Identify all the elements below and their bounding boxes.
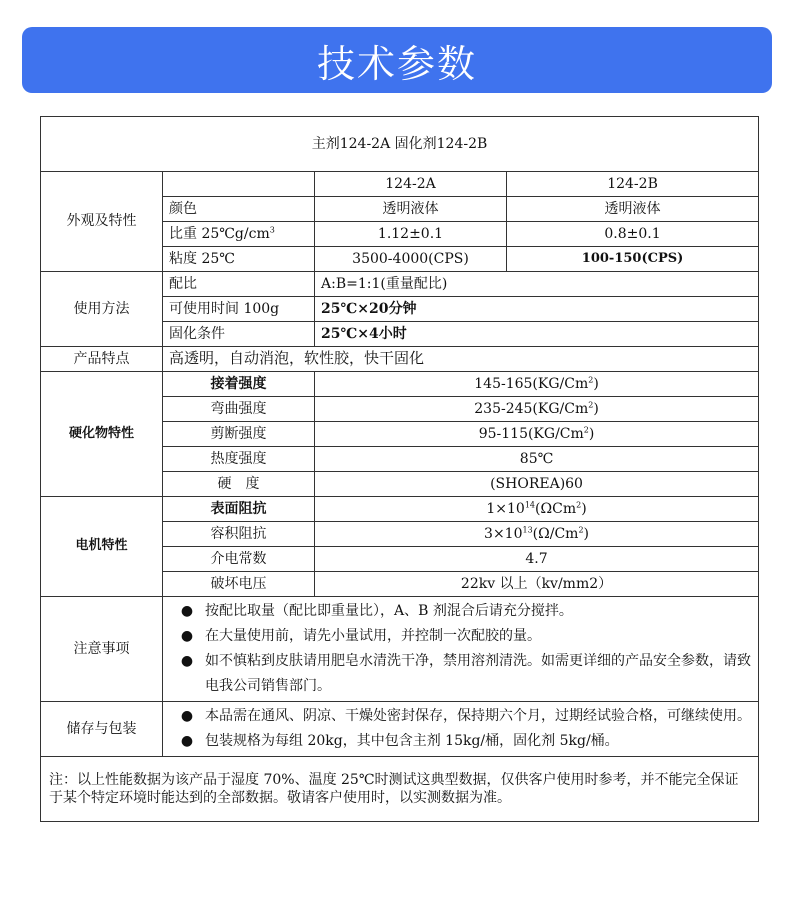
value-text: 145-165(KG/Cm	[474, 375, 589, 392]
storage-text: 本品需在通风、阴凉、干燥处密封保存，保持期六个月，过期经试验合格，可继续使用。	[205, 708, 751, 724]
row-label: 粘度 25℃	[163, 247, 315, 272]
table-row	[41, 757, 759, 822]
row-label: 剪断强度	[163, 422, 315, 447]
storage-list	[163, 702, 759, 757]
row-value: 25℃×4小时	[315, 322, 759, 347]
value-b: 100-150(CPS)	[507, 247, 759, 272]
row-label	[163, 222, 315, 247]
row-value	[315, 522, 759, 547]
note-text: 按配比取量（配比即重量比），A、B 剂混合后请充分搅拌。	[205, 603, 573, 619]
superscript: 2	[588, 400, 594, 410]
row-value: (SHOREA)60	[315, 472, 759, 497]
col-header-a: 124-2A	[315, 172, 507, 197]
superscript: 2	[576, 500, 582, 510]
value-text: 235-245(KG/Cm	[474, 400, 589, 417]
value-tail: )	[588, 425, 595, 442]
value-b: 透明液体	[507, 197, 759, 222]
notes-list	[163, 597, 759, 702]
col-header-b: 124-2B	[507, 172, 759, 197]
table-row	[41, 702, 759, 757]
list-item	[169, 624, 752, 649]
category-appearance: 外观及特性	[41, 172, 163, 272]
value-a: 3500-4000(CPS)	[315, 247, 507, 272]
row-value	[315, 422, 759, 447]
table-row	[41, 272, 759, 297]
row-label: 容积阻抗	[163, 522, 315, 547]
bullet-icon: ●	[180, 708, 194, 724]
category-hardened: 硬化物特性	[41, 372, 163, 497]
value-tail: )	[583, 525, 590, 542]
category-electrical: 电机特性	[41, 497, 163, 597]
list-item	[169, 599, 752, 624]
header-blank	[163, 172, 315, 197]
row-label-text: 比重 25℃g/cm	[169, 225, 270, 242]
exponent: 14	[524, 500, 536, 510]
row-label: 配比	[163, 272, 315, 297]
spec-table	[40, 116, 759, 822]
note-text: 如不慎粘到皮肤请用肥皂水清洗干净，禁用溶剂清洗。如需更详细的产品安全参数，请致电我公司销售部门。	[205, 653, 751, 694]
footer-note: 注：以上性能数据为该产品于湿度 70%、温度 25℃时测试这典型数据，仅供客户使用时参考，并不能完全保证于某个特定环境时能达到的全部数据。敬请客户使用时，以实测数据为准。	[41, 757, 759, 822]
value-tail: )	[593, 400, 599, 417]
value-unit: (Ω/Cm	[532, 525, 579, 542]
row-label: 介电常数	[163, 547, 315, 572]
value-tail: )	[593, 375, 599, 392]
row-label: 可使用时间 100g	[163, 297, 315, 322]
row-value: 25℃×20分钟	[315, 297, 759, 322]
row-value	[315, 372, 759, 397]
row-label: 破坏电压	[163, 572, 315, 597]
row-label: 弯曲强度	[163, 397, 315, 422]
exponent: 13	[522, 525, 533, 535]
row-value: 22kv 以上（kv/mm2）	[315, 572, 759, 597]
table-row	[41, 597, 759, 702]
row-value	[315, 397, 759, 422]
row-value: 4.7	[315, 547, 759, 572]
value-text: 1×10	[486, 500, 525, 517]
row-value: 85℃	[315, 447, 759, 472]
value-a: 透明液体	[315, 197, 507, 222]
superscript: 2	[588, 375, 594, 385]
bullet-icon: ●	[180, 733, 194, 749]
table-row	[41, 172, 759, 197]
value-a: 1.12±0.1	[315, 222, 507, 247]
list-item	[169, 704, 752, 729]
row-label: 固化条件	[163, 322, 315, 347]
title-banner	[22, 27, 772, 93]
row-label: 表面阻抗	[163, 497, 315, 522]
value-text: 3×10	[484, 525, 523, 542]
table-title: 主剂124-2A 固化剂124-2B	[41, 117, 759, 172]
bullet-icon: ●	[180, 603, 194, 619]
bullet-icon: ●	[180, 653, 194, 669]
table-title-row	[41, 117, 759, 172]
row-label: 接着强度	[163, 372, 315, 397]
category-storage: 储存与包装	[41, 702, 163, 757]
superscript: 2	[578, 525, 584, 535]
storage-text: 包装规格为每组 20kg，其中包含主剂 15kg/桶，固化剂 5kg/桶。	[205, 733, 619, 749]
bullet-icon: ●	[180, 628, 194, 644]
row-label: 颜色	[163, 197, 315, 222]
note-text: 在大量使用前，请先小量试用，并控制一次配胶的量。	[205, 628, 541, 644]
value-text: 95-115(KG/Cm	[478, 425, 584, 442]
row-value: A:B=1:1(重量配比)	[315, 272, 759, 297]
category-features: 产品特点	[41, 347, 163, 372]
list-item	[169, 729, 752, 754]
features-value: 高透明，自动消泡，软性胶，快干固化	[163, 347, 759, 372]
table-row	[41, 347, 759, 372]
superscript: 3	[269, 225, 275, 235]
table-row	[41, 372, 759, 397]
row-label: 热度强度	[163, 447, 315, 472]
category-notes: 注意事项	[41, 597, 163, 702]
category-usage: 使用方法	[41, 272, 163, 347]
superscript: 2	[583, 425, 589, 435]
table-row	[41, 497, 759, 522]
value-tail: )	[581, 500, 587, 517]
value-unit: (ΩCm	[535, 500, 577, 517]
list-item	[169, 649, 752, 699]
row-label: 硬 度	[163, 472, 315, 497]
row-value	[315, 497, 759, 522]
value-b: 0.8±0.1	[507, 222, 759, 247]
banner-title: 技术参数	[316, 41, 477, 86]
